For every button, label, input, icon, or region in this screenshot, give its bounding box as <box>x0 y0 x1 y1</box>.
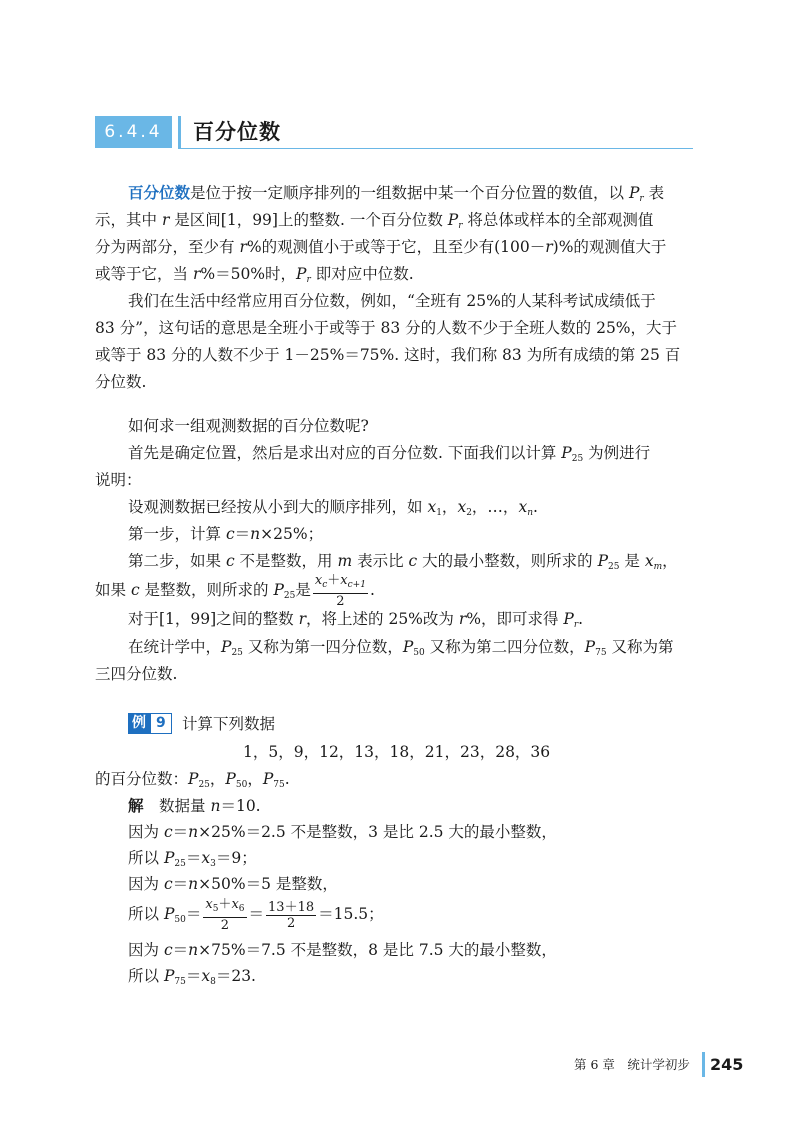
footer-chapter: 第 6 章 统计学初步 <box>574 1057 690 1072</box>
quartile-line-2: 三四分位数. <box>95 665 178 683</box>
example-badge: 例 9 <box>128 713 174 734</box>
method-line-2: 说明： <box>95 471 142 489</box>
example-text-line-3: 或等于 83 分的人数不少于 1－25%＝75%. 这时，我们称 83 为所有成绩的第 25 百 <box>95 346 681 364</box>
solution-line-4: 因为 c＝n×50%＝5 是整数， <box>128 875 338 893</box>
footer-separator <box>702 1052 705 1077</box>
method-line-3: 设观测数据已经按从小到大的顺序排列，如 $x_1$，$x_2$，…，$x_n$. <box>128 498 538 518</box>
method-line-1: 首先是确定位置，然后是求出对应的百分位数. 下面我们以计算 $P_{25}$ 为例进行 <box>128 444 651 464</box>
example-text-line-2: 83 分”，这句话的意思是全班小于或等于 83 分的人数不少于全班人数的 25%，大于 <box>95 319 678 337</box>
def-line-1: 百分位数是位于按一定顺序排列的一组数据中某一个百分位置的数值，以 $P_r$ 表 <box>128 184 665 204</box>
fraction-13-18: $\frac{13+18}{2}$ <box>268 899 315 931</box>
fraction-x5-x6: $\frac{x_5+x_6}{2}$ <box>205 897 245 933</box>
section-number: 6.4.4 <box>95 116 172 148</box>
solution-line-6: 因为 c＝n×75%＝7.5 不是整数，8 是比 7.5 大的最小整数， <box>128 941 557 959</box>
method-step-1: 第一步，计算 c＝n×25%； <box>128 525 324 543</box>
example-text-line-4: 分位数. <box>95 373 147 391</box>
method-step-2: 第二步，如果 c 不是整数，用 m 表示比 c 大的最小整数，则所求的 $P_{25}$ 是 $x_m$， <box>128 552 678 572</box>
page-number: 245 <box>710 1055 744 1074</box>
section-separator <box>178 116 181 148</box>
method-remark-1: 对于[1，99]之间的整数 r，将上述的 25%改为 r%，即可求得 $P_r$. <box>128 610 584 630</box>
example-text-line-1: 我们在生活中经常应用百分位数，例如，“全班有 25%的人某科考试成绩低于 <box>128 292 656 310</box>
example-ask: 的百分位数：$P_{25}$，$P_{50}$，$P_{75}$. <box>95 770 290 790</box>
solution-line-7: 所以 $P_{75}=x_8=23$. <box>128 967 256 987</box>
quartile-line-1: 在统计学中，$P_{25}$ 又称为第一四分位数，$P_{50}$ 又称为第二四分位数，$P_{75}$ 又称为第 <box>128 638 674 658</box>
solution-line-2: 因为 c＝n×25%＝2.5 不是整数，3 是比 2.5 大的最小整数， <box>128 823 557 841</box>
method-step-3: 如果 c 是整数，则所求的 $P_{25}$是 $\frac{x_c+x_{c+1}}{2}$ . <box>95 573 375 609</box>
fraction-xc: $\frac{x_c+x_{c+1}}{2}$ <box>314 573 366 609</box>
method-question: 如何求一组观测数据的百分位数呢? <box>128 417 369 435</box>
def-line-4: 或等于它，当 r%＝50%时，$P_r$ 即对应中位数. <box>95 265 414 285</box>
solution-line-3: 所以 $P_{25}=x_3=9$； <box>128 849 257 869</box>
example-data: 1，5，9，12，13，18，21，23，28，36 <box>243 743 551 761</box>
solution-line-1: 解 数据量 n＝10. <box>128 796 261 815</box>
term-percentile: 百分位数 <box>128 184 191 202</box>
solution-line-5: 所以 $P_{50}=$ $\frac{x_5+x_6}{2}$ ＝ $\frac{13+18}{2}$ ＝15.5； <box>128 897 384 933</box>
section-rule <box>178 148 693 149</box>
def-line-3: 分为两部分，至少有 r%的观测值小于或等于它，且至少有(100－r)%的观测值大于 <box>95 238 667 256</box>
section-title: 百分位数 <box>193 120 281 144</box>
example-title: 计算下列数据 <box>182 715 276 733</box>
def-line-2: 示，其中 r 是区间[1，99]上的整数. 一个百分位数 $P_r$ 将总体或样本的全部观测值 <box>95 211 654 231</box>
